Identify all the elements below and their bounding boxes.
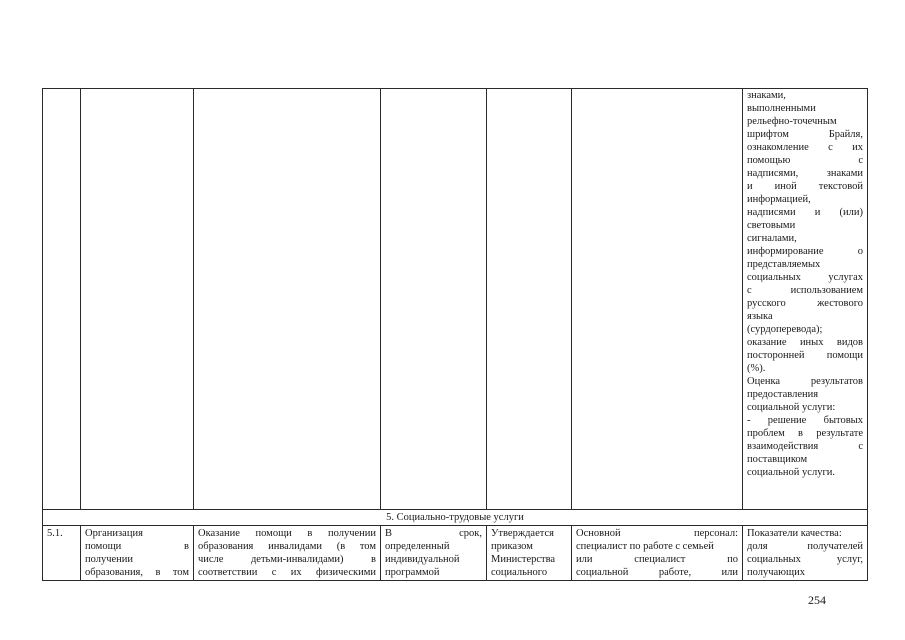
text-line: приказом <box>491 541 533 552</box>
text-line: образования инвалидами (в том <box>198 541 376 552</box>
text-line: - решение бытовых <box>747 415 863 426</box>
text-line: информацией, <box>747 194 811 205</box>
text-line: (%). <box>747 363 766 374</box>
section-header-row <box>43 510 868 526</box>
cell-quality <box>743 526 868 581</box>
text-line: доля получателей <box>747 541 863 552</box>
text-line: рельефно-точечным <box>747 116 837 127</box>
text-line: числе детьми-инвалидами) в <box>198 554 376 565</box>
cell-term <box>381 526 487 581</box>
cell-quality-continuation <box>743 89 868 510</box>
cell-cost <box>487 526 572 581</box>
cell-staff <box>572 526 743 581</box>
text-line: взаимодействия с <box>747 441 863 452</box>
text-line: В срок, <box>385 528 482 539</box>
text-line: световыми <box>747 220 796 231</box>
text-line: и иной текстовой <box>747 181 863 192</box>
text-line: Министерства <box>491 554 556 565</box>
text-line: знаками, <box>747 90 786 101</box>
text-line: соответствии с их физическими <box>198 567 376 578</box>
text-line: ознакомление с их <box>747 142 863 153</box>
text-line: с использованием <box>747 285 863 296</box>
text-line: Оценка результатов <box>747 376 863 387</box>
continuation-row <box>43 89 868 510</box>
text-line: выполненными <box>747 103 816 114</box>
table-row <box>43 526 868 581</box>
text-line: Показатели качества: <box>747 528 842 539</box>
text-line: представляемых <box>747 259 821 270</box>
text-line: образования, в том <box>85 567 189 578</box>
text-line: Организация <box>85 528 143 539</box>
page-number: 254 <box>808 593 826 607</box>
text-line: поставщиком <box>747 454 808 465</box>
text-line: Основной персонал: <box>576 528 738 539</box>
text-line: социальной работе, или <box>576 567 738 578</box>
text-line: информирование о <box>747 246 863 257</box>
cell-name-empty <box>81 89 194 510</box>
text-line: помощи в <box>85 541 189 552</box>
text-line: социальных услуг, <box>747 554 863 565</box>
text-line: получающих <box>747 567 805 578</box>
text-line: надписями и (или) <box>747 207 863 218</box>
cell-term-empty <box>381 89 487 510</box>
text-line: Утверждается <box>491 528 554 539</box>
text-line: предоставления <box>747 389 819 400</box>
text-line: получении <box>85 554 134 565</box>
text-line: Оказание помощи в получении <box>198 528 376 539</box>
text-line: сигналами, <box>747 233 797 244</box>
cell-description-empty <box>194 89 381 510</box>
text-line: надписями, знаками <box>747 168 863 179</box>
services-table <box>42 88 868 581</box>
text-line: специалист по работе с семьей <box>576 541 714 552</box>
text-line: индивидуальной <box>385 554 460 565</box>
text-line: шрифтом Брайля, <box>747 129 863 140</box>
text-line: помощью с <box>747 155 863 166</box>
text-line: русского жестового <box>747 298 863 309</box>
cell-description <box>194 526 381 581</box>
text-line: посторонней помощи <box>747 350 863 361</box>
text-line: социальных услугах <box>747 272 863 283</box>
section-header: 5. Социально-трудовые услуги <box>43 510 868 526</box>
text-line: или специалист по <box>576 554 738 565</box>
text-line: программой <box>385 567 440 578</box>
text-line: социальной услуги: <box>747 402 836 413</box>
text-line: определенный <box>385 541 450 552</box>
cell-staff-empty <box>572 89 743 510</box>
cell-number-empty <box>43 89 81 510</box>
text-line: оказание иных видов <box>747 337 863 348</box>
text-line: языка <box>747 311 773 322</box>
text-line: социальной услуги. <box>747 467 835 478</box>
cell-number: 5.1. <box>43 526 81 581</box>
text-line: социального <box>491 567 548 578</box>
text-line: (сурдоперевода); <box>747 324 823 335</box>
cell-cost-empty <box>487 89 572 510</box>
cell-name <box>81 526 194 581</box>
text-line: проблем в результате <box>747 428 863 439</box>
